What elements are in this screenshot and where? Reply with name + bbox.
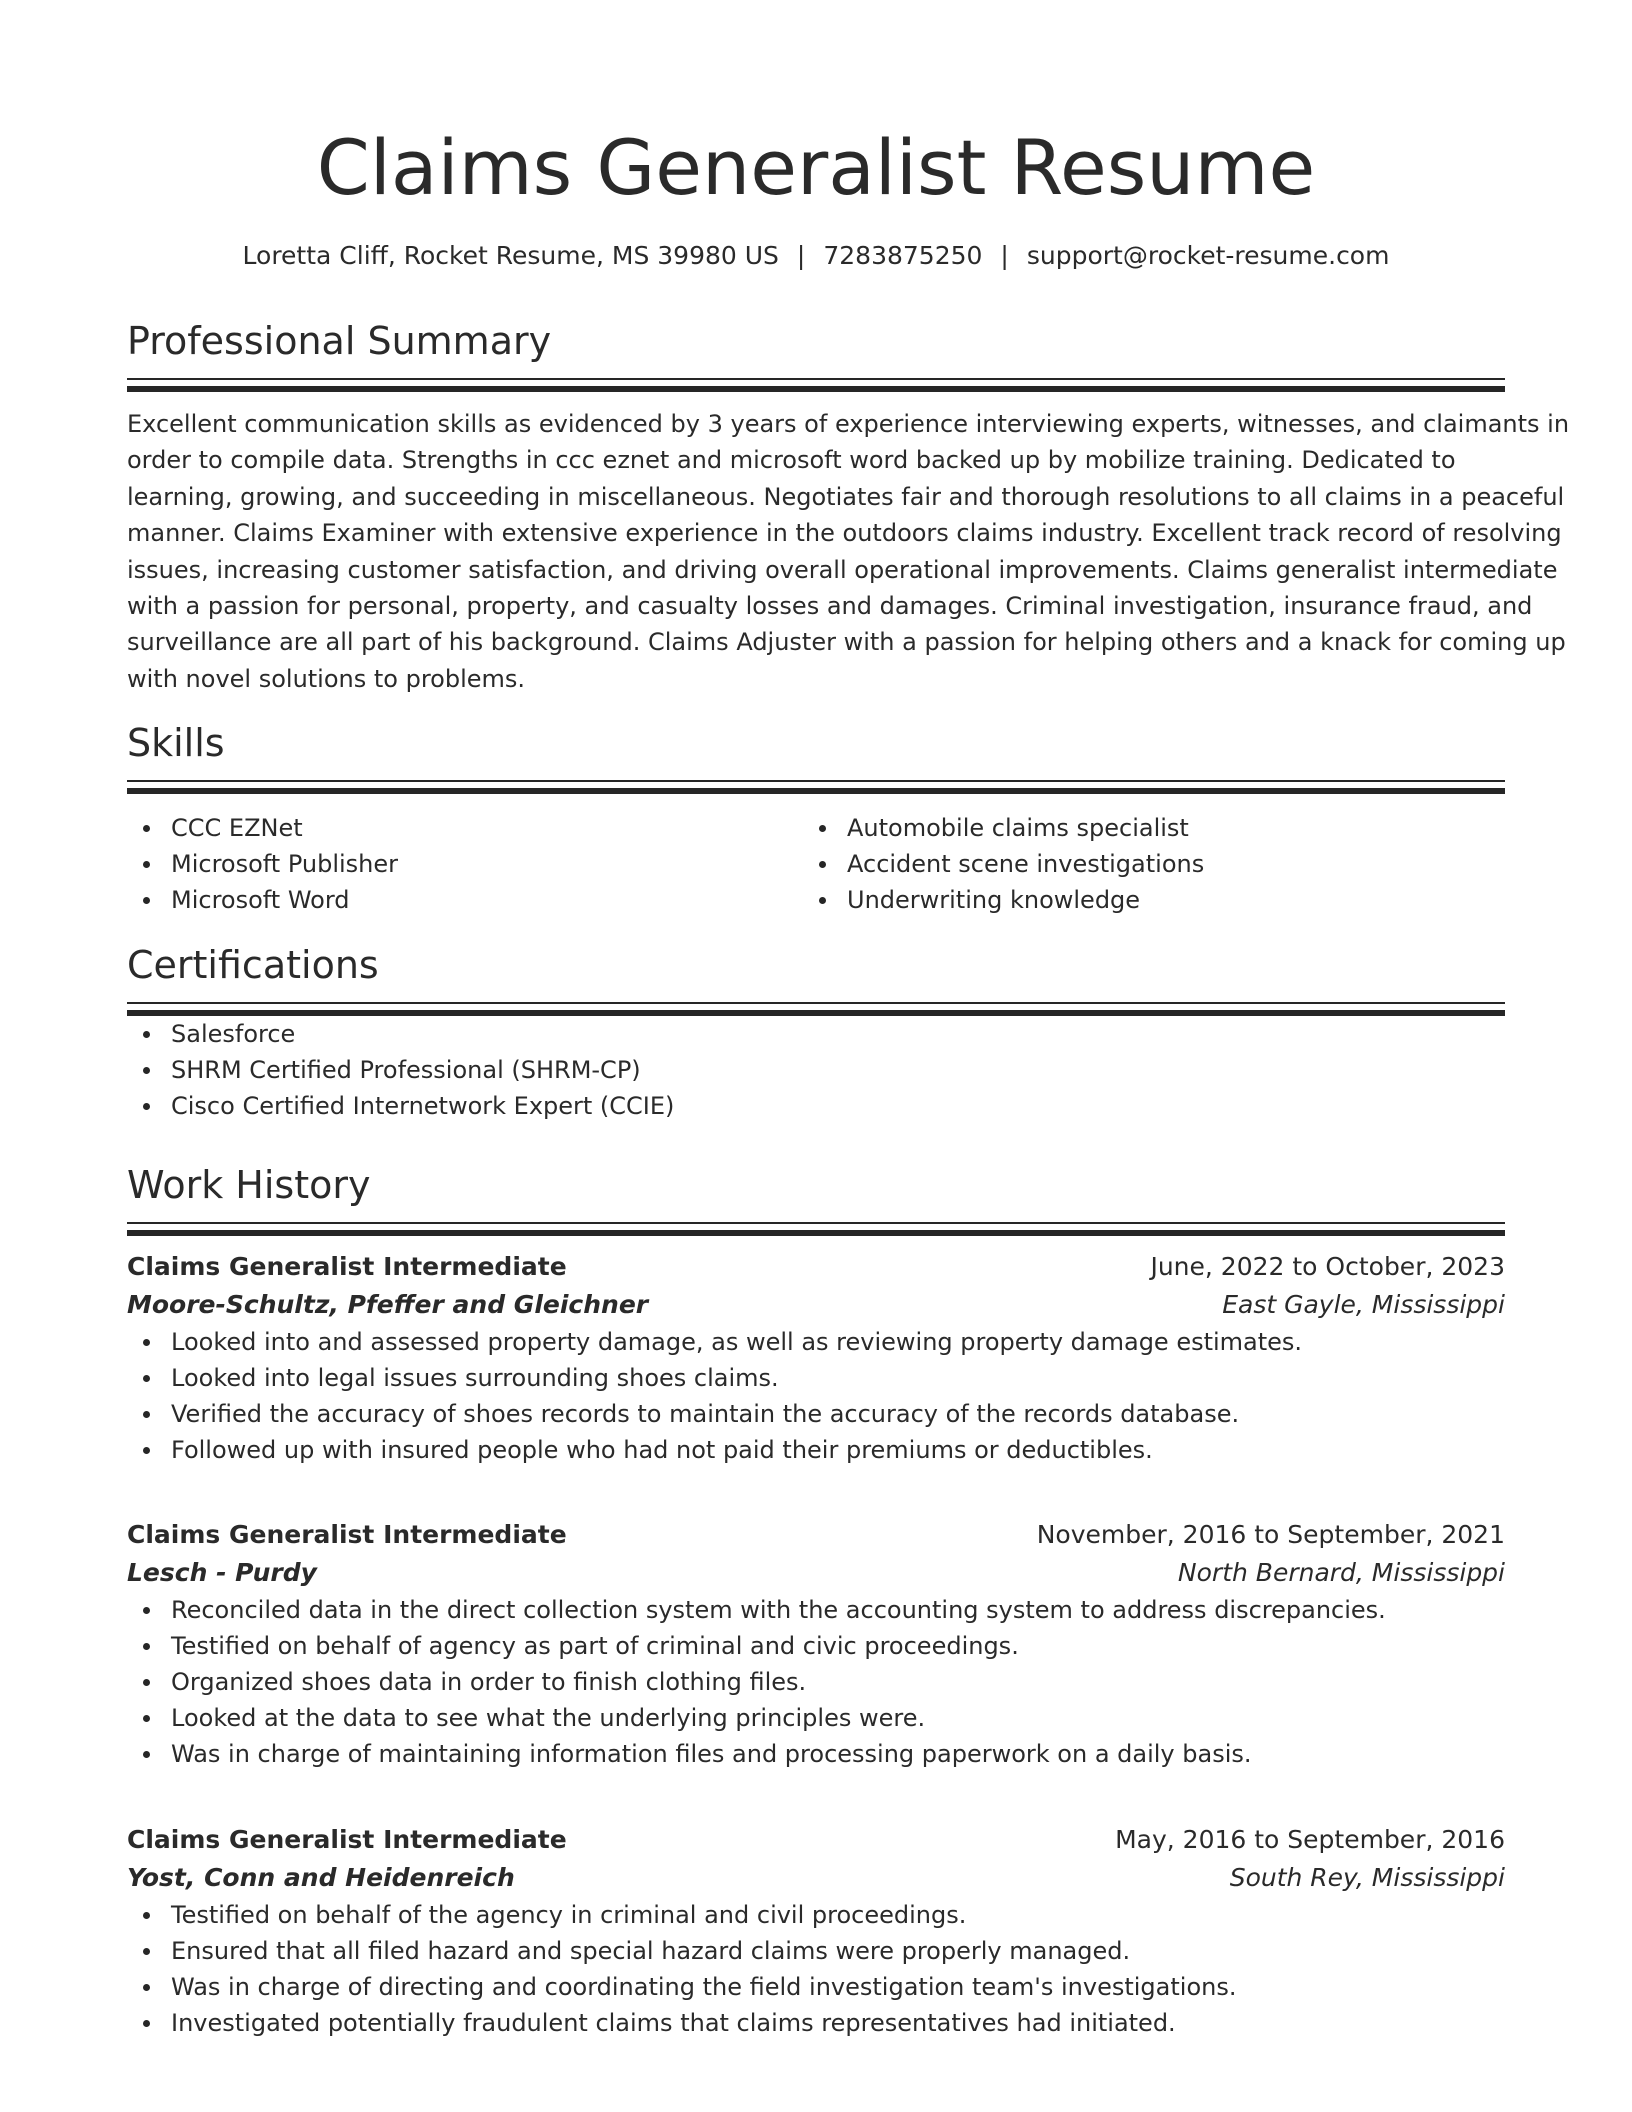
job-duty: Investigated potentially fraudulent claims that claims representatives had initiated. — [127, 2005, 1505, 2041]
summary-line: with a passion for personal, property, and casualty losses and damages. Criminal investigation, insurance fraud, and — [127, 591, 1533, 620]
job-company: Moore-Schultz, Pfeffer and Gleichner — [127, 1290, 649, 1319]
job-duty: Looked into and assessed property damage, as well as reviewing property damage estimates. — [127, 1324, 1505, 1360]
certification-item: Cisco Certified Internetwork Expert (CCIE) — [127, 1088, 1505, 1124]
certification-item: SHRM Certified Professional (SHRM-CP) — [127, 1052, 1505, 1088]
job-duty: Looked into legal issues surrounding shoes claims. — [127, 1360, 1505, 1396]
skill-item: Microsoft Word — [127, 882, 803, 918]
job-duties-list — [127, 1324, 1505, 1468]
summary-line: Excellent communication skills as evidenced by 3 years of experience interviewing experts, witnesses, and claimants in — [127, 410, 1570, 438]
job-entry — [127, 1516, 1505, 1772]
skills-heading: Skills — [127, 721, 225, 765]
job-subheader — [127, 1554, 1505, 1592]
resume-title: Claims Generalist Resume — [316, 123, 1316, 212]
skill-item: Underwriting knowledge — [803, 882, 1479, 918]
job-duty: Was in charge of maintaining information files and processing paperwork on a daily basis. — [127, 1736, 1505, 1772]
job-duty: Organized shoes data in order to finish clothing files. — [127, 1664, 1505, 1700]
summary-heading: Professional Summary — [127, 319, 552, 363]
section-divider — [127, 780, 1505, 782]
summary-line: with novel solutions to problems. — [127, 664, 526, 693]
job-duty: Testified on behalf of the agency in criminal and civil proceedings. — [127, 1897, 1505, 1933]
job-title: Claims Generalist Intermediate — [127, 1825, 567, 1854]
summary-line: learning, growing, and succeeding in miscellaneous. Negotiates fair and thorough resolutions to all claims in a peaceful — [127, 482, 1565, 511]
certifications-list — [127, 1016, 1505, 1124]
skills-list-right — [803, 810, 1479, 918]
skill-item: Microsoft Publisher — [127, 846, 803, 882]
job-duty: Looked at the data to see what the underlying principles were. — [127, 1700, 1505, 1736]
job-duty: Verified the accuracy of shoes records to maintain the accuracy of the records database. — [127, 1396, 1505, 1432]
contact-separator: | — [1000, 241, 1009, 270]
job-location: East Gayle, Mississippi — [1222, 1290, 1505, 1319]
job-subheader — [127, 1859, 1505, 1897]
summary-line: manner. Claims Examiner with extensive experience in the outdoors claims industry. Excellent track record of resolving — [127, 519, 1562, 548]
section-divider-thick — [127, 386, 1505, 392]
summary-line: issues, increasing customer satisfaction, and driving overall operational improvements. Claims generalist intermediate — [127, 555, 1558, 584]
job-dates: May, 2016 to September, 2016 — [1115, 1825, 1505, 1854]
job-duty: Ensured that all filed hazard and special hazard claims were properly managed. — [127, 1933, 1505, 1969]
work-history-heading: Work History — [127, 1163, 371, 1207]
section-divider-thick — [127, 788, 1505, 794]
certifications-section — [127, 940, 1505, 1124]
summary-line: surveillance are all part of his background. Claims Adjuster with a passion for helping others and a knack for coming up — [127, 628, 1566, 657]
job-dates: November, 2016 to September, 2021 — [1036, 1520, 1505, 1549]
job-title: Claims Generalist Intermediate — [127, 1520, 567, 1549]
job-header — [127, 1821, 1505, 1859]
job-company: Yost, Conn and Heidenreich — [127, 1863, 515, 1892]
summary-line: order to compile data. Strengths in ccc eznet and microsoft word backed up by mobilize training. Dedicated to — [127, 446, 1456, 475]
job-company: Lesch - Purdy — [127, 1558, 317, 1587]
job-duty: Was in charge of directing and coordinating the field investigation team's investigations. — [127, 1969, 1505, 2005]
skill-item: Accident scene investigations — [803, 846, 1479, 882]
job-subheader — [127, 1286, 1505, 1324]
job-duty: Testified on behalf of agency as part of criminal and civic proceedings. — [127, 1628, 1505, 1664]
job-dates: June, 2022 to October, 2023 — [1150, 1252, 1505, 1281]
job-location: South Rey, Mississippi — [1229, 1863, 1505, 1892]
contact-phone: 7283875250 — [823, 241, 983, 270]
job-duties-list — [127, 1592, 1505, 1772]
skills-columns — [127, 810, 1505, 918]
contact-address: Loretta Cliff, Rocket Resume, MS 39980 US — [242, 241, 779, 270]
skill-item: CCC EZNet — [127, 810, 803, 846]
job-location: North Bernard, Mississippi — [1177, 1558, 1505, 1587]
skill-item: Automobile claims specialist — [803, 810, 1479, 846]
job-header — [127, 1516, 1505, 1554]
section-divider — [127, 1002, 1505, 1004]
work-history-section — [127, 1160, 1505, 1236]
skills-section — [127, 718, 1505, 918]
certifications-heading: Certifications — [127, 943, 379, 987]
summary-section — [127, 316, 1570, 697]
summary-paragraph — [127, 406, 1570, 697]
section-divider — [127, 1222, 1505, 1224]
job-duty: Reconciled data in the direct collection system with the accounting system to address discrepancies. — [127, 1592, 1505, 1628]
certification-item: Salesforce — [127, 1016, 1505, 1052]
skills-list-left — [127, 810, 803, 918]
section-divider — [127, 378, 1505, 380]
contact-email: support@rocket-resume.com — [1026, 241, 1390, 270]
contact-separator: | — [796, 241, 806, 270]
job-duties-list — [127, 1897, 1505, 2041]
job-duty: Followed up with insured people who had not paid their premiums or deductibles. — [127, 1432, 1505, 1468]
job-entry — [127, 1821, 1505, 2041]
job-header — [127, 1248, 1505, 1286]
job-title: Claims Generalist Intermediate — [127, 1252, 567, 1281]
section-divider-thick — [127, 1230, 1505, 1236]
job-entry — [127, 1248, 1505, 1468]
contact-line — [127, 236, 1505, 276]
